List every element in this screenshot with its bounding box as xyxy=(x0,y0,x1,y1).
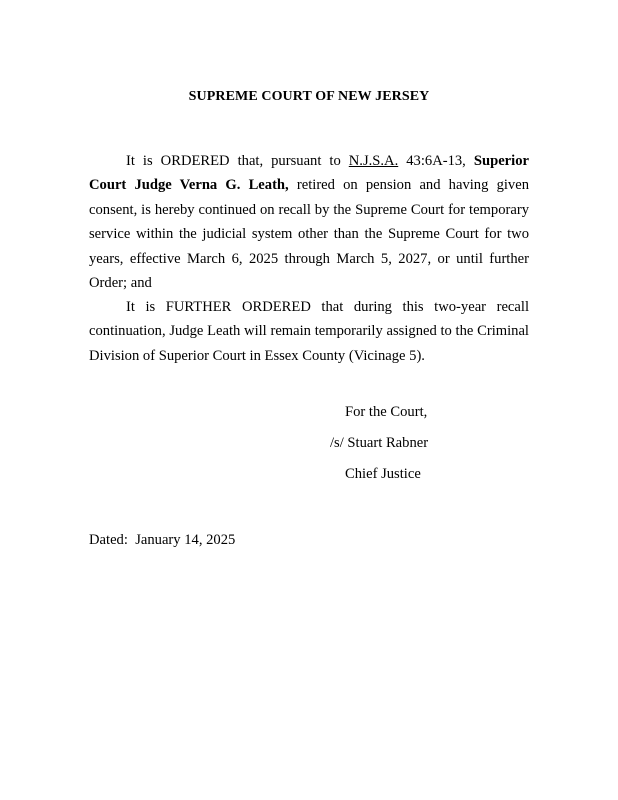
document-title: SUPREME COURT OF NEW JERSEY xyxy=(188,89,430,104)
order-paragraph-2: It is FURTHER ORDERED that during this two-year recall continuation, Judge Leath will remain temporarily assigned to the Criminal Division of Superior Court in Essex County (Vicinage 5). xyxy=(89,299,529,364)
signature-name: /s/ Stuart Rabner xyxy=(330,435,429,451)
dated-line: Dated: January 14, 2025 xyxy=(89,532,236,548)
paragraph-1-body: retired on pension and having given consent, is hereby continued on recall by the Supreme Court for temporary service within the judicial system other than the Supreme Court for two years, effective March 6, 2025 through March 5, 2027, or until further Order; and xyxy=(89,177,529,292)
paragraph-1-lead: It is ORDERED that, pursuant to xyxy=(126,153,349,169)
order-paragraph-1 xyxy=(89,149,529,295)
paragraph-1-after-statute: 43:6A-13, xyxy=(398,153,474,169)
signature-for-the-court: For the Court, xyxy=(345,404,428,420)
statute-reference: N.J.S.A. xyxy=(348,153,399,169)
judge-name: Superior Court Judge Verna G. Leath, xyxy=(89,153,529,194)
signature-title: Chief Justice xyxy=(345,466,421,482)
